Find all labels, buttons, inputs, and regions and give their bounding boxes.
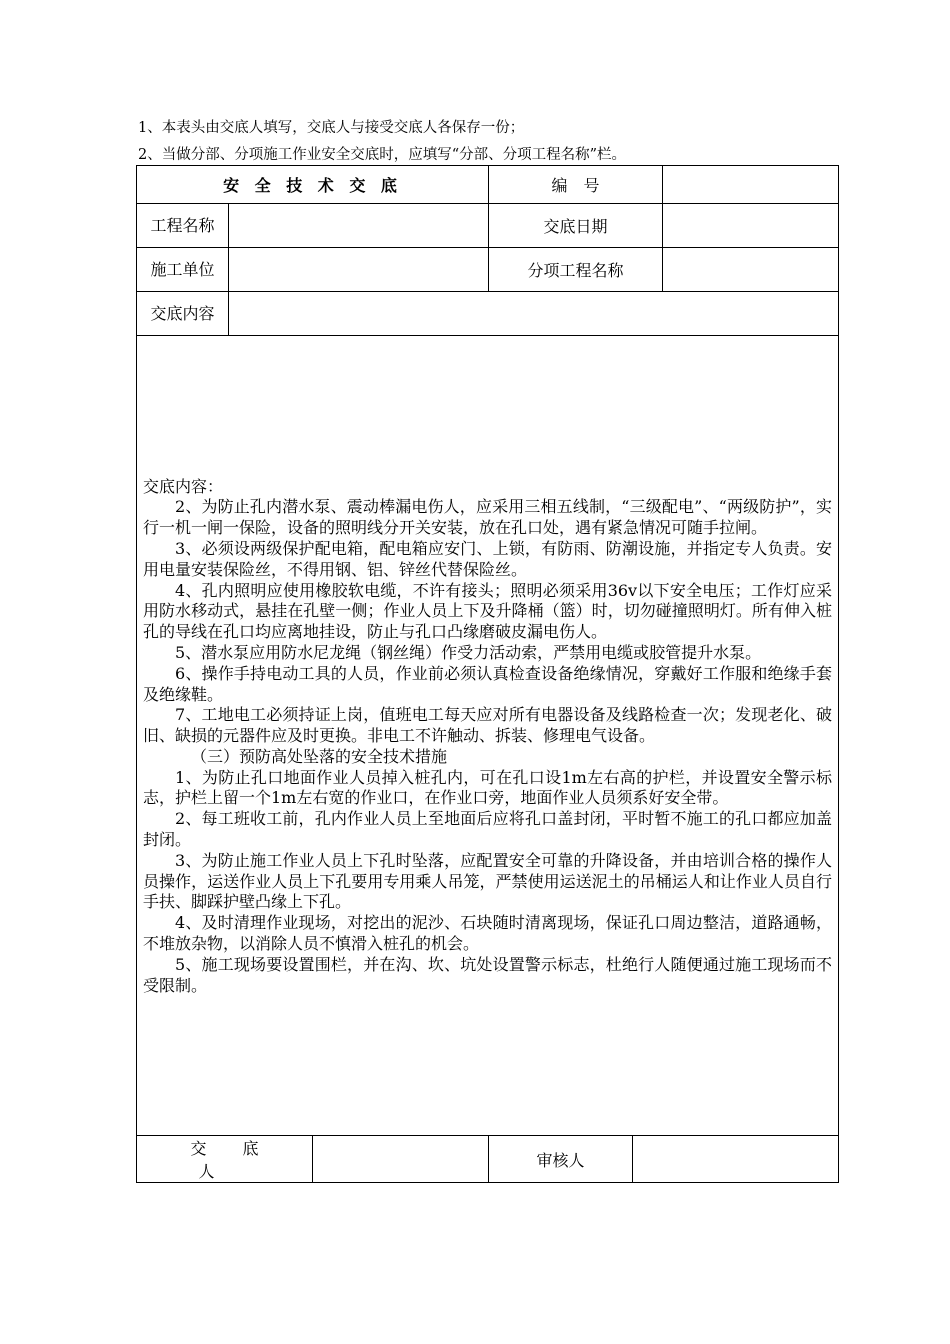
number-label: 编 号	[489, 166, 663, 204]
presenter-label: 交底人	[137, 1136, 313, 1183]
briefing-content	[137, 336, 839, 1136]
form-title: 安 全 技 术 交 底	[137, 166, 489, 204]
content-paragraph: 4、及时清理作业现场，对挖出的泥沙、石块随时清离现场，保证孔口周边整洁，道路通畅，不堆放杂物，以消除人员不慎滑入桩孔的机会。	[143, 913, 833, 954]
content-paragraph: 3、为防止施工作业人员上下孔时坠落，应配置安全可靠的升降设备，并由培训合格的操作人员操作，运送作业人员上下孔要用专用乘人吊笼，严禁使用运送泥土的吊桶运人和让作业人员自行手扶、脚踩护壁凸缘上下孔。	[143, 850, 833, 912]
content-paragraph: 1、为防止孔口地面作业人员掉入桩孔内，可在孔口设1m左右高的护栏，并设置安全警示标志，护栏上留一个1m左右宽的作业口，在作业口旁，地面作业人员须系好安全带。	[143, 767, 833, 808]
content-label: 交底内容	[137, 292, 229, 336]
reviewer-label: 审核人	[489, 1136, 633, 1183]
content-paragraph: 2、每工班收工前，孔内作业人员上至地面后应将孔口盖封闭，平时暂不施工的孔口都应加盖封闭。	[143, 809, 833, 850]
construction-unit-label: 施工单位	[137, 248, 229, 292]
project-name-value[interactable]	[229, 204, 489, 248]
content-paragraph: 2、为防止孔内潜水泵、震动棒漏电伤人，应采用三相五线制，“三级配电”、“两级防护”，实行一机一闸一保险，设备的照明线分开关安装，放在孔口处，遇有紧急情况可随手拉闸。	[143, 497, 833, 538]
content-paragraph: 3、必须设两级保护配电箱，配电箱应安门、上锁，有防雨、防潮设施，并指定专人负责。安用电量安装保险丝，不得用钢、铝、锌丝代替保险丝。	[143, 538, 833, 579]
construction-unit-value[interactable]	[229, 248, 489, 292]
content-paragraph: 5、施工现场要设置围栏，并在沟、坎、坑处设置警示标志，杜绝行人随便通过施工现场而不受限制。	[143, 954, 833, 995]
safety-briefing-form	[136, 165, 839, 1183]
content-paragraph: 7、工地电工必须持证上岗，值班电工每天应对所有电器设备及线路检查一次；发现老化、破旧、缺损的元器件应及时更换。非电工不许触动、拆装、修理电气设备。	[143, 705, 833, 746]
presenter-value[interactable]	[313, 1136, 489, 1183]
content-paragraph: 5、潜水泵应用防水尼龙绳（钢丝绳）作受力活动索，严禁用电缆或胶管提升水泵。	[175, 642, 762, 662]
note-line-2: 2、当做分部、分项施工作业安全交底时，应填写“分部、分项工程名称”栏。	[138, 147, 627, 163]
content-summary-value[interactable]	[229, 292, 839, 336]
subitem-name-value[interactable]	[663, 248, 839, 292]
number-value[interactable]	[663, 166, 839, 204]
content-paragraph: 4、孔内照明应使用橡胶软电缆，不许有接头；照明必须采用36v以下安全电压；工作灯应采用防水移动式，悬挂在孔壁一侧；作业人员上下及升降桶（篮）时，切勿碰撞照明灯。所有伸入桩孔的导线在孔口均应离地挂设，防止与孔口凸缘磨破皮漏电伤人。	[143, 580, 833, 642]
project-name-label: 工程名称	[137, 204, 229, 248]
date-value[interactable]	[663, 204, 839, 248]
note-line-1: 1、本表头由交底人填写，交底人与接受交底人各保存一份；	[138, 120, 525, 136]
reviewer-value[interactable]	[633, 1136, 839, 1183]
content-paragraph: 6、操作手持电动工具的人员，作业前必须认真检查设备绝缘情况，穿戴好工作服和绝缘手套及绝缘鞋。	[143, 663, 833, 704]
section-title: （三）预防高处坠落的安全技术措施	[191, 746, 448, 766]
date-label: 交底日期	[489, 204, 663, 248]
content-heading: 交底内容：	[143, 476, 224, 496]
subitem-name-label: 分项工程名称	[489, 248, 663, 292]
